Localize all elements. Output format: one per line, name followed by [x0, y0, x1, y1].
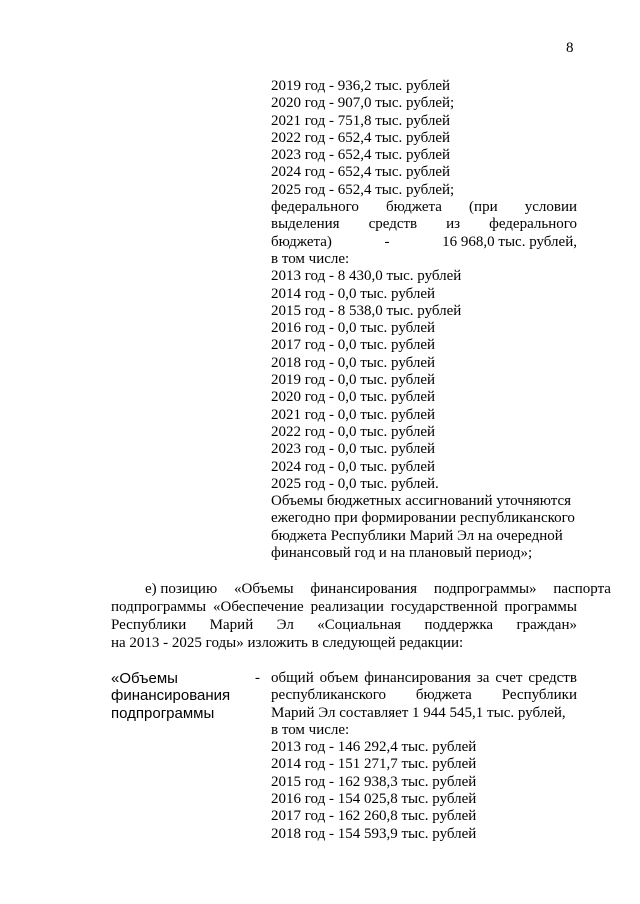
- federal-year-line: 2019 год - 0,0 тыс. рублей: [271, 372, 436, 389]
- word: Эл: [276, 617, 294, 633]
- federal-year-line: 2024 год - 0,0 тыс. рублей: [271, 458, 436, 475]
- paragraph-line: на 2013 - 2025 годы» изложить в следующей редакции:: [111, 635, 464, 651]
- federal-year-line: 2013 год - 8 430,0 тыс. рублей: [271, 268, 462, 285]
- federal-year-line: 2015 год - 8 538,0 тыс. рублей: [271, 302, 462, 319]
- year-line: 2016 год - 154 025,8 тыс. рублей: [271, 791, 477, 808]
- federal-budget-line: [271, 216, 577, 233]
- page-number: 8: [566, 40, 574, 56]
- note-line: финансовый год и на плановый период»;: [271, 545, 533, 562]
- word: «Объемы: [234, 581, 294, 597]
- word: выделения: [271, 216, 340, 233]
- year-line: 2014 год - 151 271,7 тыс. рублей: [271, 756, 477, 773]
- row-dash: -: [255, 670, 260, 686]
- word: счет: [495, 670, 523, 686]
- year-line: 2017 год - 162 260,8 тыс. рублей: [271, 808, 477, 825]
- word: (при: [469, 199, 498, 216]
- paragraph-line: [111, 616, 577, 634]
- paragraph-e: [111, 580, 611, 652]
- word: Республики: [501, 687, 577, 704]
- year-line: 2023 год - 652,4 тыс. рублей: [271, 147, 451, 164]
- word: средств: [368, 216, 418, 233]
- note-line: Объемы бюджетных ассигнований уточняются: [271, 493, 572, 510]
- label-line: «Объемы: [111, 670, 178, 687]
- federal-year-line: 2014 год - 0,0 тыс. рублей: [271, 285, 436, 302]
- federal-year-line: 2018 год - 0,0 тыс. рублей: [271, 354, 436, 371]
- funding-block-continued: [271, 78, 577, 562]
- word: е) позицию: [145, 581, 218, 597]
- note-line: бюджета Республики Марий Эл на очередной: [271, 527, 563, 544]
- federal-year-line: 2022 год - 0,0 тыс. рублей: [271, 423, 436, 440]
- word: федерального: [489, 216, 577, 233]
- year-line: 2018 год - 154 593,9 тыс. рублей: [271, 825, 477, 842]
- word: поддержка: [424, 617, 494, 633]
- word: подпрограммы»: [433, 581, 537, 597]
- word: паспорта: [553, 581, 611, 597]
- word: бюджета: [386, 199, 442, 216]
- federal-year-line: 2020 год - 0,0 тыс. рублей: [271, 389, 436, 406]
- year-line: 2024 год - 652,4 тыс. рублей: [271, 164, 451, 181]
- federal-year-line: 2017 год - 0,0 тыс. рублей: [271, 337, 436, 354]
- word: за: [476, 670, 490, 686]
- word: подпрограммы: [111, 599, 207, 615]
- word: Марий: [209, 617, 254, 633]
- federal-year-line: 2025 год - 0,0 тыс. рублей.: [271, 475, 439, 492]
- paragraph-line: [111, 580, 611, 598]
- word: -: [384, 233, 390, 250]
- word: республиканского: [271, 687, 386, 704]
- word: федерального: [271, 199, 359, 216]
- year-line: 2015 год - 162 938,3 тыс. рублей: [271, 773, 477, 790]
- label-line: подпрограммы: [111, 704, 215, 722]
- label-line: финансирования: [111, 687, 231, 705]
- word: финансирования: [364, 670, 471, 686]
- word: «Обеспечение: [213, 599, 304, 615]
- word: программы: [504, 599, 577, 615]
- word: реализации: [310, 599, 384, 615]
- word: бюджета: [415, 687, 472, 704]
- value-line: [271, 670, 577, 687]
- including-label: в том числе:: [271, 250, 350, 267]
- word: общий: [271, 670, 314, 686]
- federal-budget-total: [271, 234, 577, 251]
- word: граждан»: [516, 617, 577, 633]
- word: из: [446, 216, 461, 233]
- federal-budget-line: [271, 199, 577, 216]
- year-line: 2013 год - 146 292,4 тыс. рублей: [271, 739, 477, 756]
- year-line: 2022 год - 652,4 тыс. рублей: [271, 129, 451, 146]
- year-line: 2025 год - 652,4 тыс. рублей;: [271, 181, 455, 198]
- word: 16 968,0 тыс. рублей,: [442, 233, 577, 250]
- year-line: 2021 год - 751,8 тыс. рублей: [271, 112, 451, 129]
- federal-year-line: 2021 год - 0,0 тыс. рублей: [271, 406, 436, 423]
- row-label: [111, 670, 261, 722]
- federal-year-line: 2016 год - 0,0 тыс. рублей: [271, 320, 436, 337]
- word: бюджета): [271, 233, 332, 250]
- paragraph-line: [111, 598, 577, 616]
- word: условии: [524, 199, 577, 216]
- row-value: [271, 670, 577, 843]
- year-line: 2020 год - 907,0 тыс. рублей;: [271, 95, 455, 112]
- word: государственной: [390, 599, 498, 615]
- word: Республики: [111, 617, 187, 633]
- word: объем: [319, 670, 359, 686]
- word: «Социальная: [317, 617, 402, 633]
- including-label: в том числе:: [271, 721, 350, 738]
- word: средств: [528, 670, 577, 686]
- value-line: [271, 687, 577, 704]
- note-line: ежегодно при формировании республиканского: [271, 510, 575, 527]
- value-total-line: Марий Эл составляет 1 944 545,1 тыс. рублей,: [271, 704, 566, 721]
- word: финансирования: [310, 581, 418, 597]
- federal-year-line: 2023 год - 0,0 тыс. рублей: [271, 441, 436, 458]
- year-line: 2019 год - 936,2 тыс. рублей: [271, 78, 451, 94]
